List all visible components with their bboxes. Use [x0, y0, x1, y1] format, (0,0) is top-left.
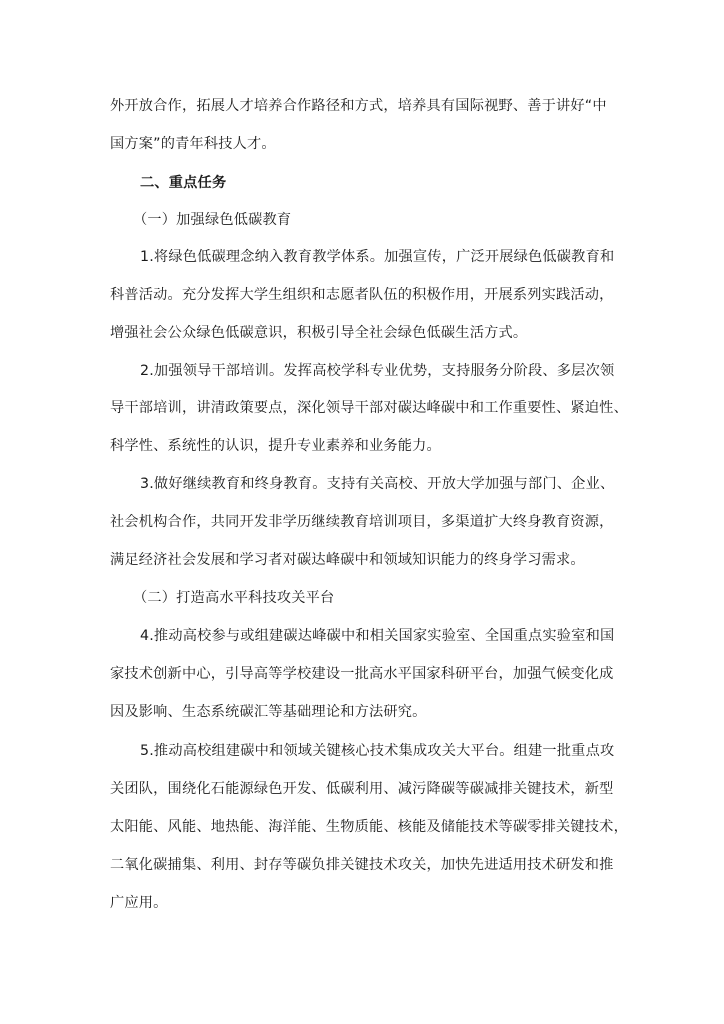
body-text-line: 广应用。 — [110, 895, 168, 911]
body-text-line: 增强社会公众绿色低碳意识，积极引导全社会绿色低碳生活方式。 — [110, 325, 528, 341]
paragraph-first-line: 5.推动高校组建碳中和领域关键核心技术集成攻关大平台。组建一批重点攻 — [140, 743, 615, 759]
body-text-line: 二氧化碳捕集、利用、封存等碳负排关键技术攻关，加快先进适用技术研发和推 — [110, 857, 614, 873]
subsection-heading: （二）打造高水平科技攻关平台 — [133, 590, 335, 606]
paragraph-first-line: 4.推动高校参与或组建碳达峰碳中和相关国家实验室、全国重点实验室和国 — [140, 628, 615, 644]
body-text-line: 科普活动。充分发挥大学生组织和志愿者队伍的积极作用，开展系列实践活动， — [110, 287, 614, 303]
section-heading: 二、重点任务 — [140, 175, 227, 191]
body-text-line: 外开放合作，拓展人才培养合作路径和方式，培养具有国际视野、善于讲好“中 — [110, 98, 607, 114]
body-text-line: 国方案”的青年科技人才。 — [110, 136, 276, 152]
body-text-line: 因及影响、生态系统碳汇等基础理论和方法研究。 — [110, 704, 427, 720]
subsection-heading: （一）加强绿色低碳教育 — [133, 212, 292, 228]
body-text-line: 家技术创新中心，引导高等学校建设一批高水平国家科研平台，加强气候变化成 — [110, 666, 614, 682]
body-text-line: 社会机构合作，共同开发非学历继续教育培训项目，多渠道扩大终身教育资源， — [110, 514, 614, 530]
paragraph-first-line: 3.做好继续教育和终身教育。支持有关高校、开放大学加强与部门、企业、 — [140, 476, 615, 492]
paragraph-first-line: 2.加强领导干部培训。发挥高校学科专业优势，支持服务分阶段、多层次领 — [140, 363, 615, 379]
body-text-line: 满足经济社会发展和学习者对碳达峰碳中和领域知识能力的终身学习需求。 — [110, 552, 585, 568]
body-text-line: 科学性、系统性的认识，提升专业素养和业务能力。 — [110, 438, 441, 454]
paragraph-first-line: 1.将绿色低碳理念纳入教育教学体系。加强宣传，广泛开展绿色低碳教育和 — [140, 249, 615, 265]
body-text-line: 关团队，围绕化石能源绿色开发、低碳利用、减污降碳等碳减排关键技术，新型 — [110, 781, 614, 797]
body-text-line: 导干部培训，讲清政策要点，深化领导干部对碳达峰碳中和工作重要性、紧迫性、 — [110, 400, 628, 416]
body-text-line: 太阳能、风能、地热能、海洋能、生物质能、核能及储能技术等碳零排关键技术， — [110, 819, 628, 835]
